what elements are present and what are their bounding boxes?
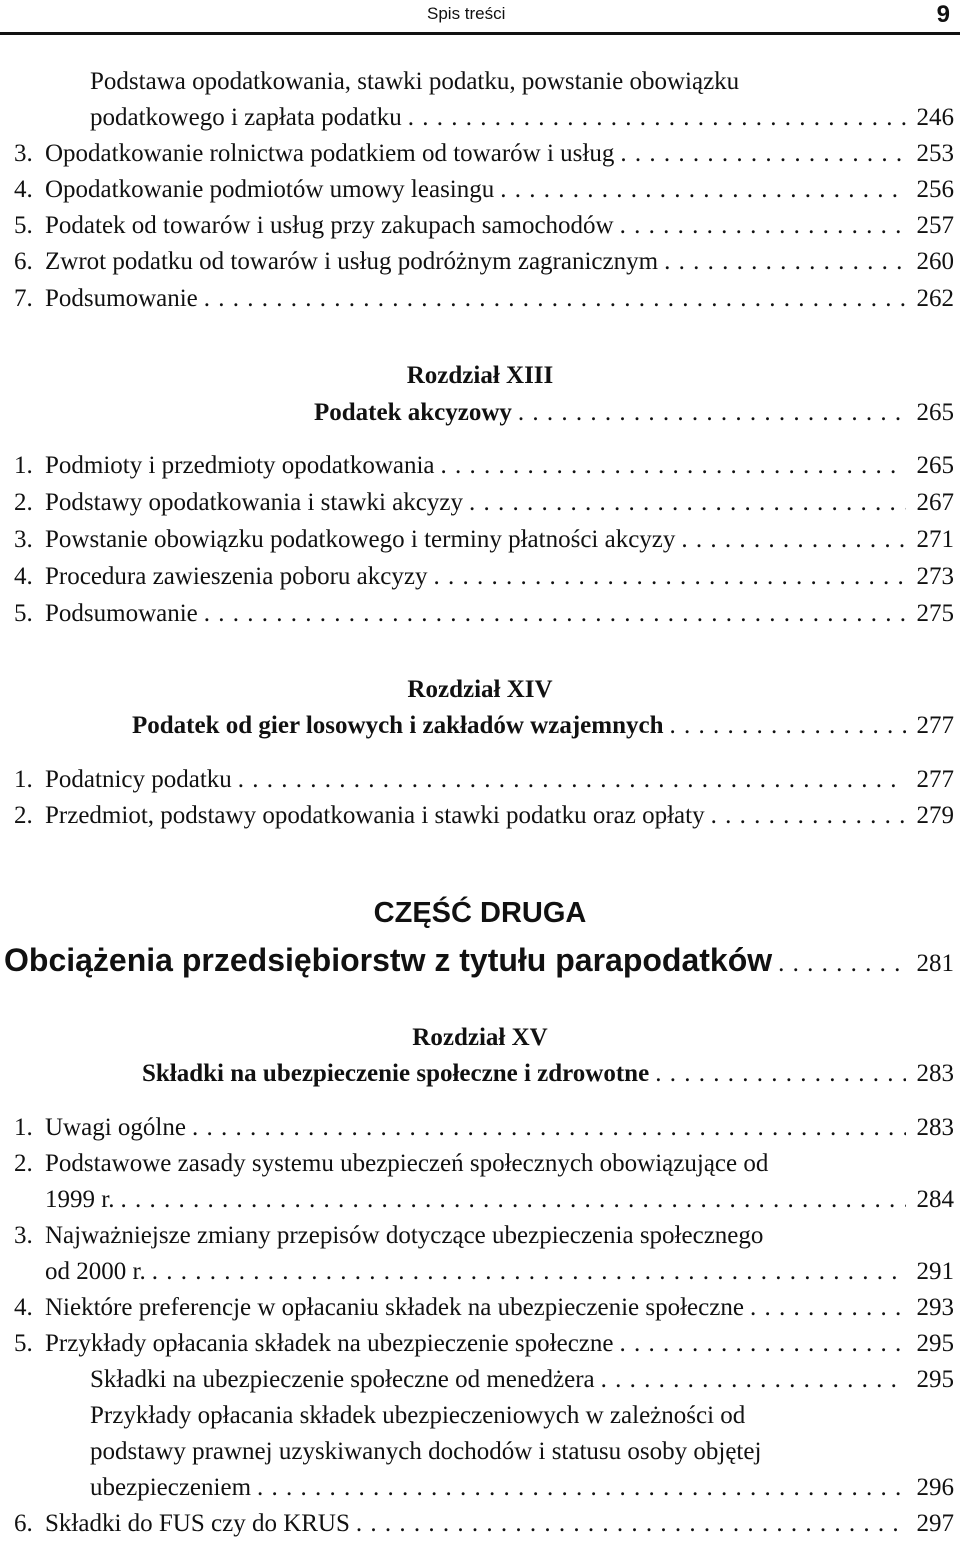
toc-entry-page: 291 xyxy=(916,1258,954,1285)
toc-entry[interactable] xyxy=(14,281,954,317)
toc-entry-page: 283 xyxy=(916,1060,954,1087)
toc-entry[interactable] xyxy=(14,762,954,798)
toc-entry[interactable] xyxy=(14,208,954,244)
leader-dots xyxy=(620,208,906,244)
toc-entry-label: 1999 r. xyxy=(45,1186,115,1213)
toc-entry-number: 1. xyxy=(14,1114,33,1141)
part-title: Obciążenia przedsiębiorstw z tytułu parapodatków xyxy=(4,942,773,978)
leader-dots xyxy=(655,1056,906,1092)
leader-dots xyxy=(433,559,906,595)
toc-entry[interactable] xyxy=(14,522,954,558)
toc-entry-number: 6. xyxy=(14,1510,33,1537)
leader-dots xyxy=(750,1290,906,1326)
toc-entry-page: 253 xyxy=(916,140,954,167)
leader-dots xyxy=(238,762,906,798)
toc-entry[interactable] xyxy=(90,1398,954,1506)
toc-entry-label: podatkowego i zapłata podatku xyxy=(90,104,402,131)
toc-entry-line: Przykłady opłacania składek ubezpieczeniowych w zależności od xyxy=(90,1402,746,1429)
toc-entry-page: 297 xyxy=(916,1510,954,1537)
page-number: 9 xyxy=(936,1,950,28)
toc-entry[interactable] xyxy=(14,485,954,521)
toc-entry-label: Powstanie obowiązku podatkowego i terminy płatności akcyzy xyxy=(45,526,676,553)
chapter-title-entry[interactable] xyxy=(142,1056,954,1092)
toc-entry-number: 4. xyxy=(14,563,33,590)
toc-entry[interactable] xyxy=(14,1290,954,1326)
toc-entry-page: 265 xyxy=(916,452,954,479)
leader-dots xyxy=(669,708,906,744)
toc-entry-number: 1. xyxy=(14,766,33,793)
leader-dots xyxy=(441,448,906,484)
leader-dots xyxy=(408,100,906,136)
chapter-heading: Rozdział XIV xyxy=(407,676,553,703)
leader-dots xyxy=(257,1470,906,1506)
toc-entry-label: Podsumowanie xyxy=(45,285,198,312)
toc-entry[interactable] xyxy=(14,136,954,172)
toc-entry-page: 246 xyxy=(916,104,954,131)
toc-entry[interactable] xyxy=(14,1326,954,1362)
toc-entry-number: 7. xyxy=(14,285,33,312)
toc-entry-page: 279 xyxy=(916,802,954,829)
toc-entry[interactable] xyxy=(14,1506,954,1542)
leader-dots xyxy=(204,281,906,317)
toc-entry-page: 277 xyxy=(916,766,954,793)
toc-entry-number: 1. xyxy=(14,452,33,479)
leader-dots xyxy=(681,522,906,558)
chapter-title: Składki na ubezpieczenie społeczne i zdrowotne xyxy=(142,1060,650,1087)
toc-entry-number: 5. xyxy=(14,212,33,239)
toc-entry-number: 3. xyxy=(14,140,33,167)
chapter-title: Podatek akcyzowy xyxy=(314,399,512,426)
toc-entry[interactable] xyxy=(14,172,954,208)
toc-entry-number: 3. xyxy=(14,526,33,553)
toc-entry[interactable] xyxy=(14,448,954,484)
leader-dots xyxy=(500,172,906,208)
toc-entry-number: 6. xyxy=(14,248,33,275)
toc-entry-label: Opodatkowanie podmiotów umowy leasingu xyxy=(45,176,495,203)
running-title: Spis treści xyxy=(427,4,506,23)
toc-entry-page: 283 xyxy=(916,1114,954,1141)
toc-entry-page: 257 xyxy=(916,212,954,239)
toc-entry-line: Podstawowe zasady systemu ubezpieczeń społecznych obowiązujące od xyxy=(45,1150,769,1177)
toc-entry-page: 275 xyxy=(916,600,954,627)
part-heading: CZĘŚĆ DRUGA xyxy=(373,897,587,929)
leader-dots xyxy=(152,1254,906,1290)
leader-dots xyxy=(711,798,906,834)
toc-entry-page: 281 xyxy=(916,950,954,977)
toc-entry-number: 2. xyxy=(14,489,33,516)
toc-entry-label: Podatnicy podatku xyxy=(45,766,232,793)
toc-entry-label: Podstawy opodatkowania i stawki akcyzy xyxy=(45,489,463,516)
leader-dots xyxy=(664,244,906,280)
toc-entry[interactable] xyxy=(14,244,954,280)
leader-dots xyxy=(120,1182,906,1218)
toc-entry-page: 273 xyxy=(916,563,954,590)
toc-entry-number: 4. xyxy=(14,176,33,203)
toc-entry-page: 267 xyxy=(916,489,954,516)
chapter-heading: Rozdział XIII xyxy=(406,362,554,389)
toc-entry-label: Podmioty i przedmioty opodatkowania xyxy=(45,452,435,479)
toc-entry-line: podstawy prawnej uzyskiwanych dochodów i statusu osoby objętej xyxy=(90,1438,762,1465)
chapter-heading: Rozdział XV xyxy=(412,1024,548,1051)
toc-entry-label: Zwrot podatku od towarów i usług podróżnym zagranicznym xyxy=(45,248,659,275)
toc-entry[interactable] xyxy=(14,1110,954,1146)
toc-entry-line: Najważniejsze zmiany przepisów dotyczące ubezpieczenia społecznego xyxy=(45,1222,764,1249)
chapter-title-entry[interactable] xyxy=(132,708,954,744)
leader-dots xyxy=(518,395,906,431)
toc-entry-page: 296 xyxy=(916,1474,954,1501)
toc-entry-number: 3. xyxy=(14,1222,33,1249)
toc-entry-label: Składki do FUS czy do KRUS xyxy=(45,1510,350,1537)
toc-entry-page: 256 xyxy=(916,176,954,203)
toc-entry-label: Podsumowanie xyxy=(45,600,198,627)
leader-dots xyxy=(619,1326,906,1362)
toc-entry-label: Niektóre preferencje w opłacaniu składek na ubezpieczenie społeczne xyxy=(45,1294,744,1321)
toc-entry-line: Podstawa opodatkowania, stawki podatku, powstanie obowiązku xyxy=(90,68,740,95)
toc-entry-page: 293 xyxy=(916,1294,954,1321)
leader-dots xyxy=(192,1110,906,1146)
leader-dots xyxy=(778,950,906,986)
toc-entry-label: Procedura zawieszenia poboru akcyzy xyxy=(45,563,428,590)
toc-entry-page: 295 xyxy=(916,1366,954,1393)
toc-entry-label: Składki na ubezpieczenie społeczne od menedżera xyxy=(90,1366,595,1393)
toc-entry-label: od 2000 r. xyxy=(45,1258,146,1285)
leader-dots xyxy=(620,136,906,172)
toc-entry[interactable] xyxy=(90,1362,954,1398)
toc-entry-label: Opodatkowanie rolnictwa podatkiem od towarów i usług xyxy=(45,140,615,167)
leader-dots xyxy=(204,596,906,632)
toc-entry-label: Przykłady opłacania składek na ubezpieczenie społeczne xyxy=(45,1330,614,1357)
toc-entry-page: 284 xyxy=(916,1186,954,1213)
toc-entry-page: 262 xyxy=(916,285,954,312)
toc-entry-page: 295 xyxy=(916,1330,954,1357)
leader-dots xyxy=(601,1362,906,1398)
toc-entry-label: Przedmiot, podstawy opodatkowania i stawki podatku oraz opłaty xyxy=(45,802,705,829)
toc-entry[interactable] xyxy=(90,64,954,136)
toc-entry-page: 271 xyxy=(916,526,954,553)
toc-entry-label: Podatek od towarów i usług przy zakupach samochodów xyxy=(45,212,614,239)
toc-entry-number: 5. xyxy=(14,600,33,627)
leader-dots xyxy=(356,1506,906,1542)
toc-entry-page: 277 xyxy=(916,712,954,739)
toc-entry-page: 260 xyxy=(916,248,954,275)
toc-entry[interactable] xyxy=(14,559,954,595)
toc-entry-number: 4. xyxy=(14,1294,33,1321)
toc-entry[interactable] xyxy=(14,596,954,632)
toc-entry-label: ubezpieczeniem xyxy=(90,1474,252,1501)
toc-entry-number: 2. xyxy=(14,802,33,829)
chapter-title-entry[interactable] xyxy=(314,395,954,431)
toc-entry-label: Uwagi ogólne xyxy=(45,1114,186,1141)
toc-entry[interactable] xyxy=(14,798,954,834)
toc-entry-number: 5. xyxy=(14,1330,33,1357)
toc-entry[interactable] xyxy=(14,1146,954,1218)
toc-entry-number: 2. xyxy=(14,1150,33,1177)
toc-entry[interactable] xyxy=(14,1218,954,1290)
leader-dots xyxy=(469,485,906,521)
chapter-title: Podatek od gier losowych i zakładów wzajemnych xyxy=(132,712,664,739)
toc-entry-page: 265 xyxy=(916,399,954,426)
part-title-entry[interactable] xyxy=(4,942,954,986)
